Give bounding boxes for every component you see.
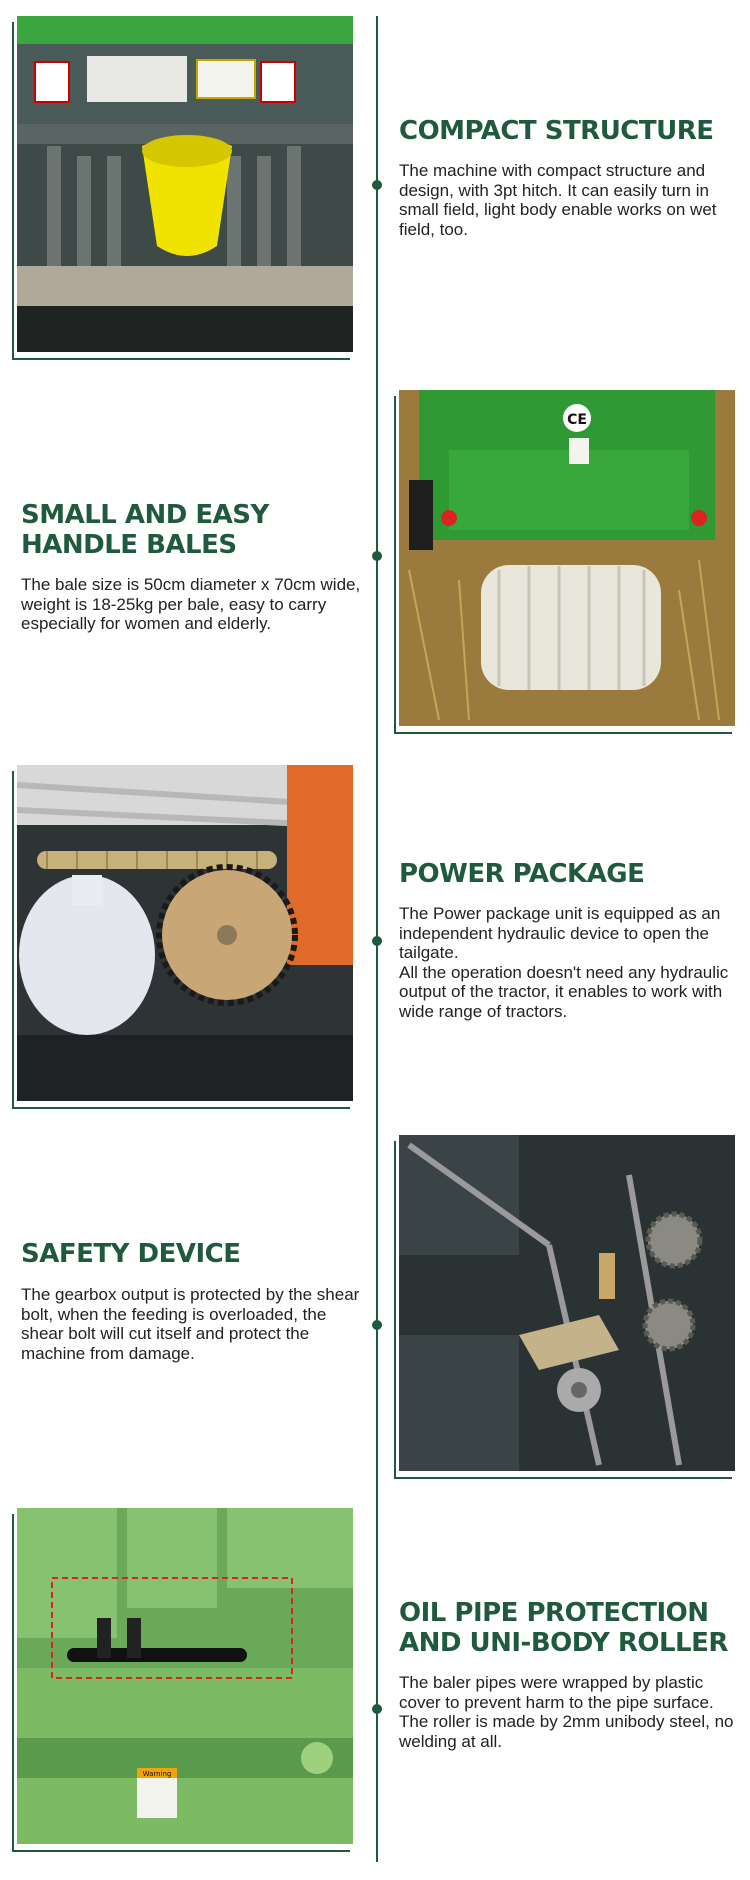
feature-section-compact-structure [0,16,750,388]
feature-section-safety-device [0,1135,750,1507]
section-title: COMPACT STRUCTURE [399,116,714,146]
svg-text:CE: CE [567,412,587,428]
section-description: The gearbox output is protected by the shear bolt, when the feeding is overloaded, the shear bolt will cut itself and protect the machine from damage. [21,1285,360,1363]
feature-section-oil-pipe-protection [0,1508,750,1880]
baler-with-bale-photo [399,390,735,726]
feature-section-power-package [0,765,750,1137]
section-description: The bale size is 50cm diameter x 70cm wide, weight is 18-25kg per bale, easy to carry especially for women and elderly. [21,575,361,633]
section-description: The machine with compact structure and design, with 3pt hitch. It can easily turn in small field, light body enable works on wet field, too. [399,161,717,239]
section-title: SMALL AND EASY HANDLE BALES [21,500,269,560]
svg-text:Warning: Warning [142,1770,172,1778]
section-description: The Power package unit is equipped as an independent hydraulic device to open the tailgate. All the operation doesn't need any hydraulic output of the tractor, it enables to work with wide range of tractors. [399,904,729,1021]
section-title: POWER PACKAGE [399,859,645,889]
section-description: The baler pipes were wrapped by plastic cover to prevent harm to the pipe surface. The roller is made by 2mm unibody steel, no welding at all. [399,1673,734,1751]
gearbox-shear-bolt-photo [399,1135,735,1471]
oil-pipe-roller-photo [17,1508,353,1844]
power-package-photo [17,765,353,1101]
baler-front-hitch-photo [17,16,353,352]
section-title: OIL PIPE PROTECTION AND UNI-BODY ROLLER [399,1598,728,1658]
feature-section-small-bales [0,390,750,762]
section-title: SAFETY DEVICE [21,1239,241,1269]
